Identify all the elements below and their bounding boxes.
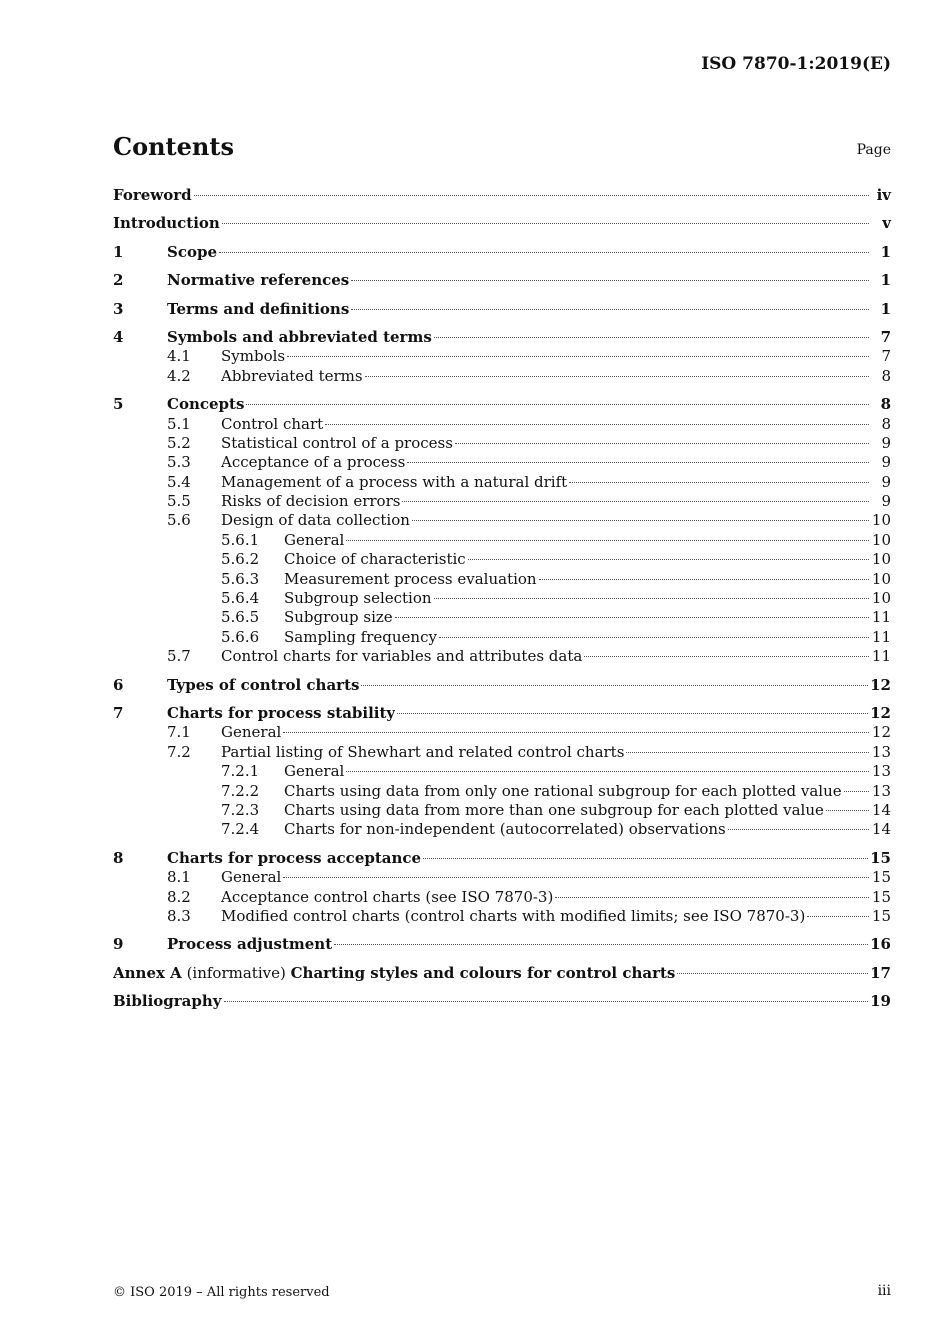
toc-entry-number: 7.1 [167,723,191,742]
toc-entry-page: 10 [871,550,891,569]
dot-leader [361,685,868,686]
toc-entry[interactable] [113,820,891,839]
toc-entry-title [167,676,359,695]
toc-entry-title [284,589,432,608]
toc-entry-title [113,186,192,205]
toc-entry-title-text: Charts for process stability [167,703,396,722]
toc-entry-page: 14 [871,820,891,839]
toc-entry-page: 14 [871,800,891,819]
toc-entry-number: 2 [113,271,124,290]
toc-entry-title-text: Abbreviated terms [221,366,363,385]
toc-entry-title-text: Scope [167,242,218,261]
dot-leader [826,810,869,811]
toc-entry-title-text: Sampling frequency [284,627,437,646]
dot-leader [224,1001,869,1002]
toc-entry-title [284,762,344,781]
toc-entry-title-text: General [221,868,282,887]
dot-leader [434,598,869,599]
dot-leader [728,829,869,830]
toc-entry-page: 8 [880,395,891,414]
toc-entry[interactable] [113,935,891,954]
toc-entry-number: 5 [113,395,124,414]
toc-entry-title [221,907,805,926]
toc-entry[interactable] [113,511,891,530]
toc-entry-title [284,608,393,627]
toc-entry-title-text: Statistical control of a process [221,433,453,452]
toc-entry-page: 7 [881,347,891,366]
dot-leader [844,791,869,792]
toc-entry-title-text: Symbols [221,347,286,366]
toc-entry-page: 10 [871,569,891,588]
toc-entry[interactable] [113,328,891,347]
toc-entry-page: 10 [871,589,891,608]
toc-entry-number: 5.6.3 [221,569,260,588]
toc-entry[interactable] [113,849,891,868]
toc-entry[interactable] [113,907,891,926]
toc-entry[interactable] [113,801,891,820]
toc-entry-number: 5.6.5 [221,608,260,627]
toc-entry-title-rest: Charting styles and colours for control charts [290,963,676,982]
page-number: iii [877,1283,891,1299]
toc-entry-number: 4.1 [167,347,191,366]
toc-entry-title [221,723,281,742]
toc-entry-page: 9 [881,472,891,491]
toc-entry[interactable] [113,589,891,608]
dot-leader [222,223,869,224]
toc-entry-title-text: General [284,762,345,781]
toc-entry-page: 8 [881,366,891,385]
toc-entry-title [167,395,244,414]
toc-entry-title-text: General [284,530,345,549]
toc-entry-number: 6 [113,675,124,694]
toc-entry-page: 13 [871,781,891,800]
toc-entry-title-text: Control chart [221,414,324,433]
toc-entry-title [221,868,281,887]
toc-entry-page: 15 [870,848,891,867]
dot-leader [351,280,869,281]
toc-entry-page: 15 [871,868,891,887]
dot-leader [219,252,869,253]
dot-leader [412,520,869,521]
toc-entry-title [221,473,567,492]
toc-entry-title [284,801,824,820]
toc-entry[interactable] [113,647,891,666]
toc-entry-number: 1 [113,242,124,261]
dot-leader [346,540,869,541]
toc-entry-title-text: Subgroup size [284,608,393,627]
toc-entry-title [113,964,675,983]
toc-entry-number: 5.4 [167,472,191,491]
toc-entry-page: 11 [871,627,891,646]
toc-entry[interactable] [113,762,891,781]
dot-leader [287,356,869,357]
toc-entry[interactable] [113,964,891,983]
toc-entry-page: 12 [871,723,891,742]
toc-entry-page: 9 [881,453,891,472]
dot-leader [439,637,869,638]
toc-entry-title-text: Types of control charts [167,675,360,694]
toc-entry[interactable] [113,473,891,492]
toc-entry-title [221,743,624,762]
toc-entry-title-text: Terms and definitions [167,299,350,318]
toc-entry-title-text: Partial listing of Shewhart and related control charts [221,742,625,761]
toc-entry-title [284,628,437,647]
toc-entry-number: 4 [113,327,124,346]
dot-leader [455,443,869,444]
toc-entry-title-text: Symbols and abbreviated terms [167,327,432,346]
toc-entry-number: 3 [113,299,124,318]
dot-leader [423,858,868,859]
toc-entry-number: 7.2.4 [221,820,260,839]
toc-entry-number: 7.2.2 [221,781,260,800]
toc-entry-page: 15 [871,887,891,906]
toc-entry-title [113,214,220,233]
toc-entry-page: 13 [871,742,891,761]
dot-leader [346,771,869,772]
toc-entry-title-text: Choice of characteristic [284,550,466,569]
toc-entry-title [221,511,410,530]
toc-entry-number: 5.1 [167,414,191,433]
toc-entry-number: 7 [113,703,124,722]
dot-leader [194,195,869,196]
page-column-label: Page [856,142,891,158]
toc-entry-title-text: Charts using data from only one rational subgroup for each plotted value [284,781,842,800]
toc-entry[interactable] [113,608,891,627]
toc-entry-title-text: Modified control charts (control charts with modified limits; see ISO 7870-3) [221,906,806,925]
toc-entry[interactable] [113,367,891,386]
toc-entry-number: 8.3 [167,906,191,925]
toc-entry-page: 17 [870,963,891,982]
toc-entry-title [167,328,432,347]
toc-entry-title-text: Management of a process with a natural drift [221,472,568,491]
toc-entry-page: v [882,214,891,233]
table-of-contents [113,186,891,1011]
toc-entry-number: 5.5 [167,492,191,511]
dot-leader [246,404,869,405]
toc-entry-title-text: Introduction [113,214,220,233]
toc-entry[interactable] [113,550,891,569]
toc-entry-number: 8 [113,848,124,867]
toc-entry-title-text: Control charts for variables and attributes data [221,647,583,666]
dot-leader [584,656,869,657]
dot-leader [555,897,869,898]
dot-leader [325,424,869,425]
dot-leader [677,973,868,974]
toc-entry-page: 9 [881,492,891,511]
toc-entry[interactable] [113,676,891,695]
toc-entry-title-text: Charts for process acceptance [167,848,422,867]
toc-entry-title [284,782,842,801]
toc-entry[interactable] [113,186,891,205]
toc-entry-title-text: Design of data collection [221,511,410,530]
toc-entry-title [221,434,453,453]
toc-entry-number: 7.2 [167,742,191,761]
toc-entry-page: 13 [871,762,891,781]
toc-entry-page: 1 [880,242,891,261]
toc-entry-number: 4.2 [167,366,191,385]
toc-entry-title-text: Annex A [113,963,182,982]
toc-entry-title [167,243,217,262]
toc-entry[interactable] [113,723,891,742]
toc-entry-page: 12 [870,703,891,722]
dot-leader [283,877,869,878]
toc-entry-title-text: Normative references [167,271,350,290]
toc-entry-title [221,888,553,907]
toc-entry[interactable] [113,492,891,511]
dot-leader [539,579,869,580]
toc-entry-page: 11 [871,647,891,666]
toc-entry[interactable] [113,531,891,550]
dot-leader [626,752,869,753]
toc-entry-title-text: Charts using data from more than one subgroup for each plotted value [284,800,824,819]
toc-entry-title [284,570,537,589]
dot-leader [434,337,869,338]
toc-entry-title [221,367,363,386]
toc-entry-page: iv [876,186,891,204]
toc-entry-page: 16 [870,935,891,954]
toc-entry[interactable] [113,415,891,434]
toc-entry[interactable] [113,570,891,589]
toc-entry-page: 10 [871,511,891,530]
toc-entry-title-text: Risks of decision errors [221,492,401,511]
toc-entry-title-text: Process adjustment [167,935,333,954]
toc-entry[interactable] [113,243,891,262]
toc-entry[interactable] [113,395,891,414]
toc-entry-title [221,453,405,472]
toc-entry-title [221,492,400,511]
toc-entry-title [221,347,285,366]
toc-entry[interactable] [113,992,891,1011]
dot-leader [397,713,868,714]
toc-entry-title [167,849,421,868]
toc-entry-number: 7.2.1 [221,762,260,781]
toc-entry[interactable] [113,868,891,887]
toc-entry-page: 19 [870,992,891,1011]
toc-entry[interactable] [113,453,891,472]
toc-entry-number: 7.2.3 [221,800,260,819]
toc-entry-title [221,647,582,666]
toc-entry-title-text: Measurement process evaluation [284,569,537,588]
toc-entry[interactable] [113,300,891,319]
toc-entry-number: 8.2 [167,887,191,906]
toc-entry-title-text: Concepts [167,395,245,414]
toc-entry-number: 8.1 [167,868,191,887]
toc-entry[interactable] [113,434,891,453]
toc-entry-number: 5.6.4 [221,589,260,608]
toc-entry-page: 9 [881,433,891,452]
toc-entry[interactable] [113,743,891,762]
toc-entry[interactable] [113,347,891,366]
toc-entry-page: 7 [880,327,891,346]
toc-entry-number: 5.6.6 [221,627,260,646]
dot-leader [807,916,869,917]
toc-entry-page: 1 [880,271,891,290]
toc-entry-title-text: General [221,723,282,742]
toc-entry-title-text: Subgroup selection [284,589,432,608]
toc-entry-number: 5.7 [167,647,191,666]
dot-leader [283,732,869,733]
toc-entry-title [167,271,349,290]
toc-entry-title [167,704,395,723]
dot-leader [569,482,869,483]
toc-entry-title [167,300,349,319]
toc-entry-page: 8 [881,414,891,433]
toc-entry-page: 15 [871,906,891,925]
toc-entry-title [284,531,344,550]
dot-leader [402,501,869,502]
dot-leader [407,462,869,463]
toc-entry-title [167,935,332,954]
page-title: Contents [113,132,234,161]
toc-entry-title-text: Acceptance control charts (see ISO 7870-3) [221,887,554,906]
toc-entry[interactable] [113,628,891,647]
toc-entry-number: 5.3 [167,453,191,472]
copyright-notice: © ISO 2019 – All rights reserved [113,1285,330,1300]
toc-entry[interactable] [113,214,891,233]
document-id: ISO 7870-1:2019(E) [701,54,891,74]
dot-leader [395,617,869,618]
toc-entry-page: 10 [871,530,891,549]
toc-entry-title-text: Foreword [113,186,192,204]
toc-entry-title [113,992,222,1011]
dot-leader [351,309,869,310]
toc-entry-page: 1 [880,299,891,318]
toc-entry-number: 9 [113,935,124,954]
toc-entry-number: 5.6.2 [221,550,260,569]
toc-entry-title-text: Charts for non-independent (autocorrelated) observations [284,820,726,839]
toc-entry-number: 5.6 [167,511,191,530]
toc-entry[interactable] [113,271,891,290]
toc-entry-number: 5.6.1 [221,530,260,549]
toc-entry[interactable] [113,704,891,723]
toc-entry-number: 5.2 [167,433,191,452]
toc-entry-annotation: (informative) [181,963,291,982]
dot-leader [468,559,869,560]
toc-entry-page: 11 [871,608,891,627]
toc-entry-title [284,820,726,839]
dot-leader [334,944,868,945]
toc-entry-page: 12 [870,675,891,694]
toc-entry-title [221,415,323,434]
toc-entry[interactable] [113,888,891,907]
dot-leader [365,376,869,377]
toc-entry-title-text: Bibliography [113,992,222,1011]
toc-entry[interactable] [113,782,891,801]
toc-entry-title [284,550,466,569]
toc-entry-title-text: Acceptance of a process [221,453,406,472]
